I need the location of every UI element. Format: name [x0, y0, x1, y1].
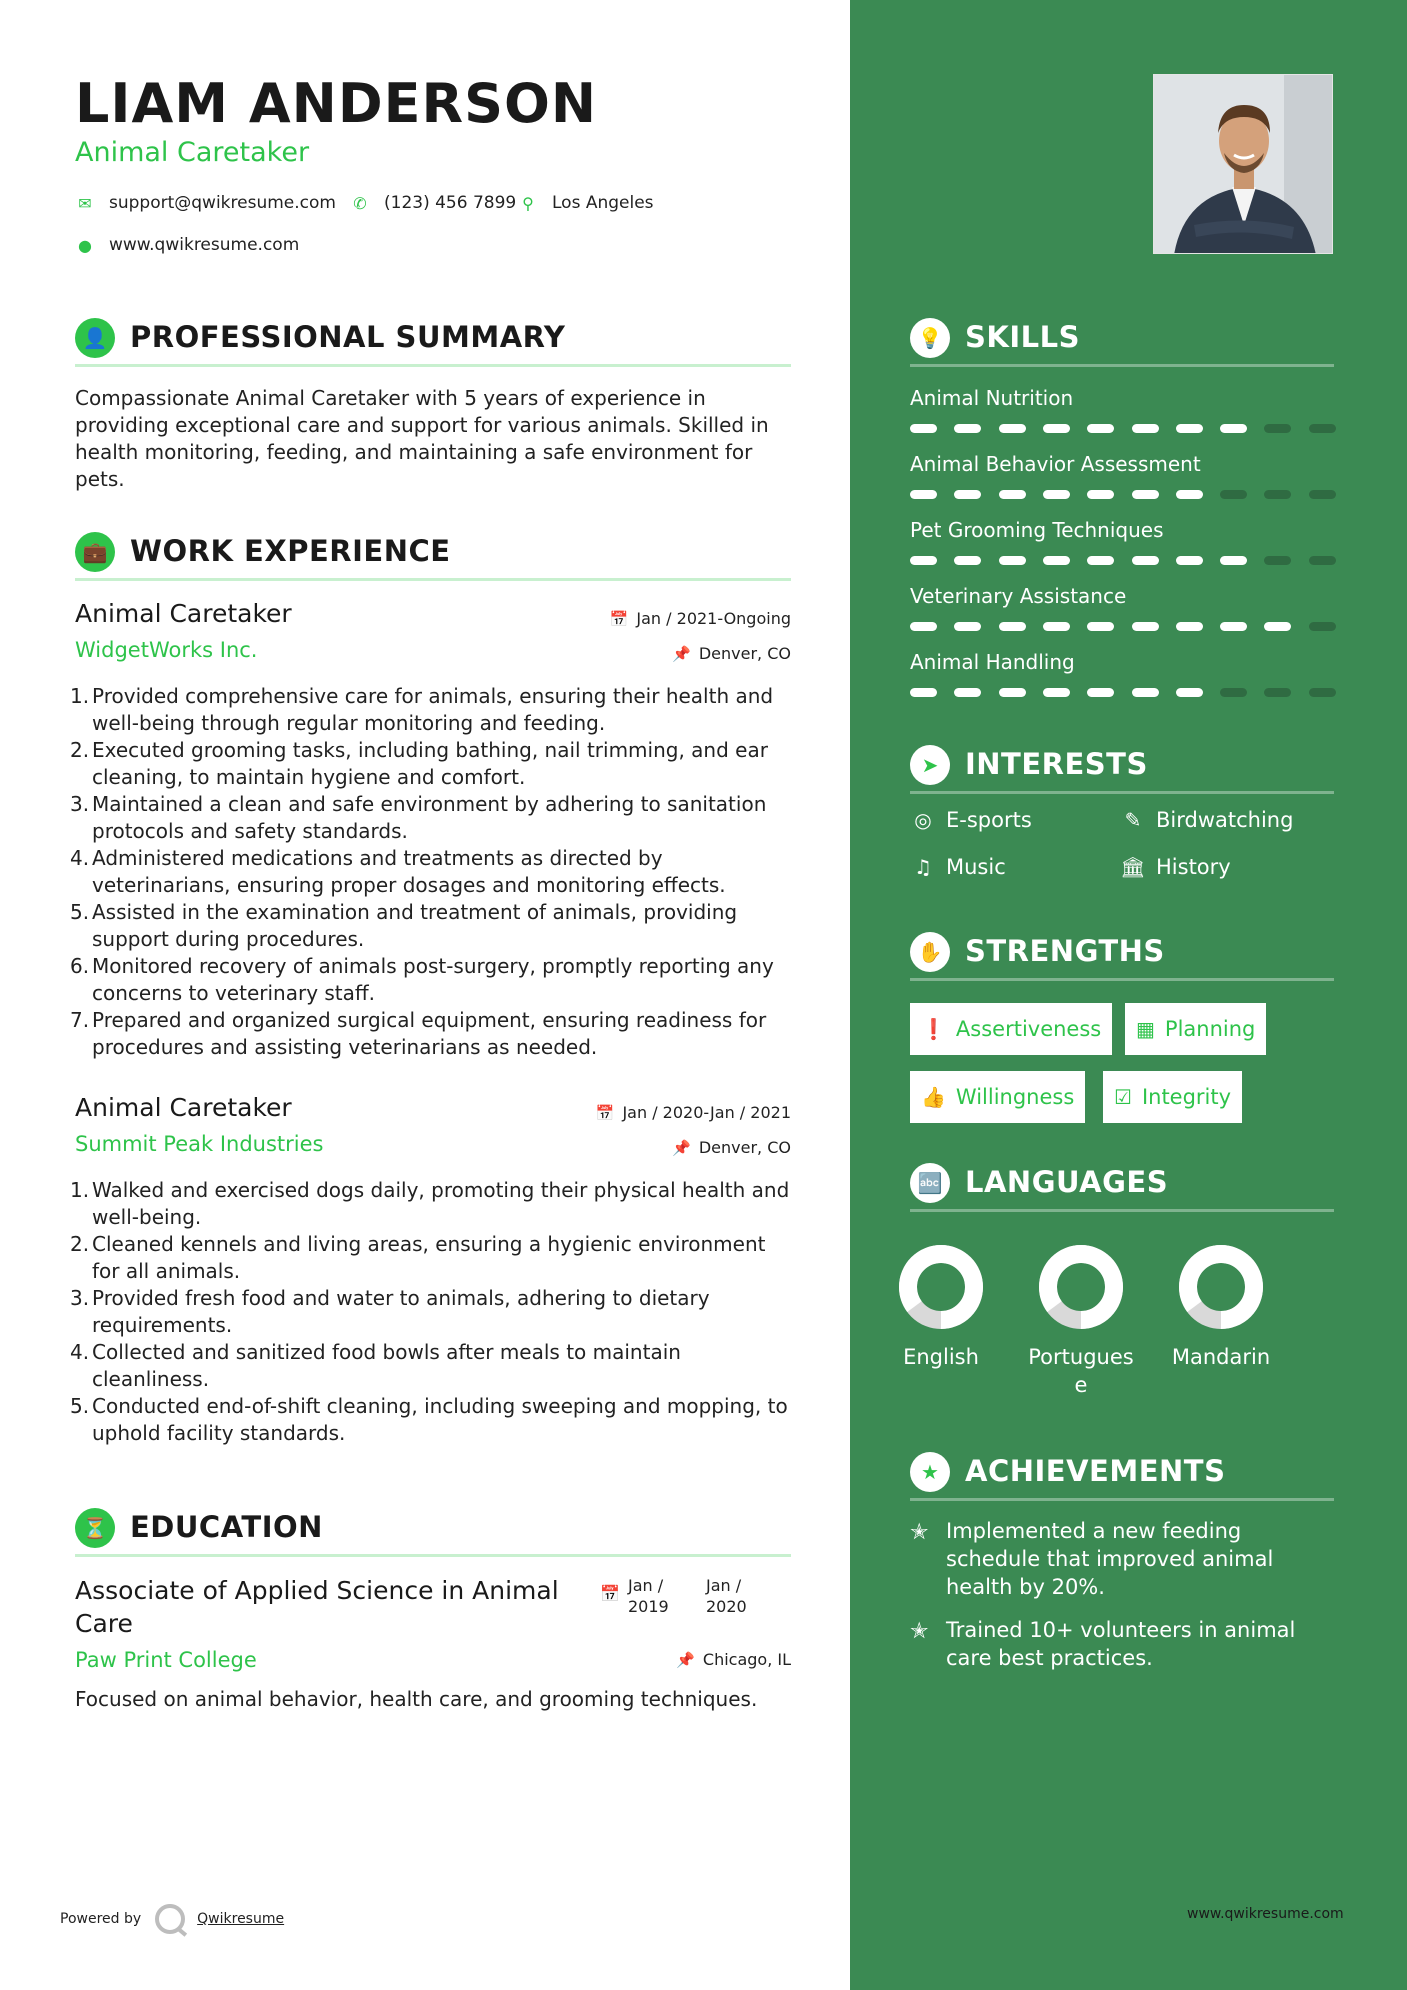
interest-label: Birdwatching — [1156, 808, 1294, 832]
location-text: Los Angeles — [552, 193, 654, 213]
skill-level-segment — [1176, 490, 1203, 499]
skill-level-segment — [1132, 490, 1159, 499]
calendar-icon: 📅 — [609, 609, 629, 628]
graduation-icon: ⏳ — [75, 1508, 115, 1548]
skill-level-segment — [1220, 622, 1247, 631]
pin-icon: 📌 — [672, 644, 691, 663]
education-start-date — [628, 1575, 669, 1617]
achievement-item — [910, 1517, 1310, 1601]
sidebar — [850, 0, 1407, 1990]
skill-level-bar — [910, 490, 1334, 500]
skill-level-bar — [910, 424, 1334, 434]
strength-badge — [910, 1003, 1112, 1055]
languages-section-header — [910, 1158, 1334, 1212]
skill-level-segment — [954, 622, 981, 631]
job-title: Animal Caretaker — [75, 599, 292, 628]
skill-level-bar — [910, 556, 1334, 566]
skill-level-segment — [999, 490, 1026, 499]
skill-level-segment — [1264, 622, 1291, 631]
hand-icon: ✋ — [910, 932, 950, 972]
paper-plane-icon: ➤ — [910, 745, 950, 785]
job-responsibilities — [70, 1177, 796, 1447]
list-item: 1. Walked and exercised dogs daily, promoting their physical health and well-being. — [70, 1178, 790, 1229]
strength-badge — [910, 1071, 1085, 1123]
degree-title: Associate of Applied Science in Animal Care — [75, 1576, 559, 1638]
skill-level-segment — [999, 688, 1026, 697]
skill-level-segment — [910, 490, 937, 499]
achievement-item — [910, 1616, 1310, 1672]
job-company: WidgetWorks Inc. — [75, 638, 258, 662]
strengths-title: STRENGTHS — [965, 934, 1165, 968]
skill-level-segment — [910, 424, 937, 433]
skill-level-segment — [1043, 490, 1070, 499]
education-end-date — [706, 1575, 747, 1617]
skill-level-segment — [1043, 688, 1070, 697]
job-location — [672, 644, 791, 663]
list-item: 4. Administered medications and treatments as directed by veterinarians, ensuring proper dosages and monitoring effects. — [70, 846, 726, 897]
skill-level-segment — [1264, 556, 1291, 565]
skill-level-segment — [1309, 424, 1336, 433]
interest-item — [910, 808, 1032, 832]
skill-level-segment — [1043, 556, 1070, 565]
skill-level-segment — [1264, 490, 1291, 499]
interest-item — [1120, 855, 1231, 879]
strength-badge — [1125, 1003, 1266, 1055]
skill-level-segment — [999, 622, 1026, 631]
language-label: English — [903, 1345, 979, 1369]
education-location — [676, 1650, 791, 1669]
skill-level-segment — [1220, 424, 1247, 433]
education-title: EDUCATION — [130, 1510, 323, 1544]
list-item: 3. Provided fresh food and water to animals, adhering to dietary requirements. — [70, 1286, 710, 1337]
list-item: 1. Provided comprehensive care for animals, ensuring their health and well-being through regular monitoring and feeding. — [70, 684, 774, 735]
strengths-section-header — [910, 927, 1334, 981]
language-item — [1026, 1243, 1136, 1399]
education-section-header — [75, 1503, 791, 1557]
skill-level-segment — [1176, 622, 1203, 631]
skill-level-segment — [1309, 490, 1336, 499]
skill-level-segment — [1132, 556, 1159, 565]
skill-level-segment — [1087, 490, 1114, 499]
skill-level-segment — [1132, 424, 1159, 433]
achievements-section-header — [910, 1447, 1334, 1501]
achievement-text: Trained 10+ volunteers in animal care best practices. — [946, 1618, 1296, 1670]
skill-level-segment — [1132, 688, 1159, 697]
powered-by-text: Powered by — [60, 1911, 142, 1927]
date-line: 2019 — [628, 1597, 669, 1616]
interest-label: History — [1156, 855, 1231, 879]
powered-by — [60, 1904, 284, 1934]
job-date-text: Jan / 2021-Ongoing — [636, 609, 791, 628]
skill-level-segment — [1176, 688, 1203, 697]
school-name: Paw Print College — [75, 1648, 257, 1672]
skill-level-segment — [1132, 622, 1159, 631]
skill-level-segment — [1264, 424, 1291, 433]
strength-label: Integrity — [1141, 1085, 1232, 1109]
skill-name: Animal Nutrition — [910, 386, 1074, 410]
skill-level-segment — [1176, 556, 1203, 565]
list-item: 2. Executed grooming tasks, including bathing, nail trimming, and ear cleaning, to maintain hygiene and comfort. — [70, 738, 768, 789]
job-date-text: Jan / 2020-Jan / 2021 — [622, 1103, 791, 1122]
experience-title: WORK EXPERIENCE — [130, 534, 451, 568]
skill-level-segment — [1087, 424, 1114, 433]
profile-photo — [1153, 74, 1333, 254]
contact-location — [518, 193, 654, 213]
skill-level-segment — [1087, 556, 1114, 565]
bank-icon: 🏛 — [1120, 855, 1146, 879]
strength-label: Assertiveness — [955, 1017, 1102, 1041]
skill-level-segment — [954, 490, 981, 499]
skill-level-segment — [1087, 688, 1114, 697]
edit-icon: ✎ — [1124, 808, 1142, 832]
pin-icon: 📌 — [676, 1650, 695, 1669]
skill-level-segment — [1264, 688, 1291, 697]
interest-item — [910, 855, 1006, 879]
language-item — [886, 1243, 996, 1371]
skill-level-segment — [954, 424, 981, 433]
education-location-text: Chicago, IL — [702, 1650, 791, 1669]
strength-label: Willingness — [955, 1085, 1075, 1109]
skill-level-segment — [910, 688, 937, 697]
achievements-title: ACHIEVEMENTS — [965, 1454, 1226, 1488]
language-donut — [897, 1243, 985, 1331]
lightbulb-icon: 💡 — [910, 318, 950, 358]
skill-name: Animal Behavior Assessment — [910, 452, 1201, 476]
list-item: 5. Assisted in the examination and treatment of animals, providing support during procedures. — [70, 900, 738, 951]
skill-name: Animal Handling — [910, 650, 1075, 674]
skill-level-bar — [910, 622, 1334, 632]
skill-name: Pet Grooming Techniques — [910, 518, 1164, 542]
job-location — [672, 1138, 791, 1157]
language-label: Mandarin — [1171, 1345, 1271, 1369]
interests-title: INTERESTS — [965, 747, 1148, 781]
music-icon: ♫ — [914, 855, 932, 879]
calendar-icon: 📅 — [595, 1103, 615, 1122]
job-title: Animal Caretaker — [75, 1093, 292, 1122]
interest-label: E-sports — [946, 808, 1032, 832]
job-date — [596, 1103, 791, 1122]
skill-level-segment — [1309, 688, 1336, 697]
list-item: 7. Prepared and organized surgical equipment, ensuring readiness for procedures and assisting veterinarians as needed. — [70, 1008, 767, 1059]
thumbs-up-icon: 👍 — [921, 1085, 946, 1109]
language-item — [1166, 1243, 1276, 1371]
phone-text: (123) 456 7899 — [384, 193, 517, 213]
list-item: 5. Conducted end-of-shift cleaning, including sweeping and mopping, to uphold facility standards. — [70, 1394, 788, 1445]
qwikresume-logo-icon — [155, 1904, 185, 1934]
job-company: Summit Peak Industries — [75, 1132, 324, 1156]
contact-email[interactable] — [75, 193, 336, 213]
list-item: 4. Collected and sanitized food bowls after meals to maintain cleanliness. — [70, 1340, 681, 1391]
globe-icon: ● — [78, 235, 92, 255]
map-marker-icon: ⚲ — [522, 193, 534, 213]
education-description: Focused on animal behavior, health care, and grooming techniques. — [75, 1687, 758, 1711]
skill-name: Veterinary Assistance — [910, 584, 1127, 608]
skill-level-segment — [910, 556, 937, 565]
briefcase-icon: 💼 — [75, 532, 115, 572]
skill-level-segment — [910, 622, 937, 631]
contact-phone[interactable] — [350, 193, 516, 213]
skills-title: SKILLS — [965, 320, 1080, 354]
strength-badge — [1103, 1071, 1242, 1123]
job-location-text: Denver, CO — [698, 1138, 791, 1157]
skill-level-segment — [999, 556, 1026, 565]
skill-level-segment — [1087, 622, 1114, 631]
list-item: 6. Monitored recovery of animals post-surgery, promptly reporting any concerns to veterinary staff. — [70, 954, 774, 1005]
skills-section-header — [910, 313, 1334, 367]
languages-title: LANGUAGES — [965, 1165, 1169, 1199]
shooting-star-icon: ✭ — [910, 1520, 929, 1545]
skill-level-segment — [1309, 622, 1336, 631]
email-text: support@qwikresume.com — [109, 193, 336, 213]
job-date — [610, 609, 791, 628]
candidate-role: Animal Caretaker — [75, 137, 310, 168]
skill-level-segment — [1220, 688, 1247, 697]
skill-level-segment — [1220, 556, 1247, 565]
interests-section-header — [910, 740, 1334, 794]
calendar-icon: 📅 — [600, 1584, 620, 1603]
star-badge-icon: ★ — [910, 1452, 950, 1492]
contact-website[interactable] — [75, 235, 299, 255]
skill-level-segment — [999, 424, 1026, 433]
date-line: Jan / — [628, 1576, 664, 1595]
skill-level-bar — [910, 688, 1334, 698]
phone-icon: ✆ — [353, 193, 367, 213]
skill-level-segment — [1220, 490, 1247, 499]
language-donut — [1177, 1243, 1265, 1331]
skill-level-segment — [1043, 424, 1070, 433]
summary-section-header — [75, 313, 791, 367]
language-donut — [1037, 1243, 1125, 1331]
life-ring-icon: ◎ — [914, 808, 932, 832]
qwikresume-link[interactable]: Qwikresume — [197, 1911, 285, 1927]
skill-level-segment — [954, 688, 981, 697]
date-line: Jan / — [706, 1576, 742, 1595]
date-line: 2020 — [706, 1597, 747, 1616]
footer-website-link[interactable]: www.qwikresume.com — [1187, 1906, 1344, 1922]
strength-label: Planning — [1164, 1017, 1256, 1041]
website-text: www.qwikresume.com — [109, 235, 300, 255]
exclamation-icon: ❗ — [921, 1017, 946, 1041]
experience-section-header — [75, 527, 791, 581]
job-responsibilities — [70, 683, 796, 1061]
language-icon: 🔤 — [910, 1163, 950, 1203]
candidate-name: LIAM ANDERSON — [75, 72, 598, 135]
list-item: 2. Cleaned kennels and living areas, ensuring a hygienic environment for all animals. — [70, 1232, 766, 1283]
envelope-icon: ✉ — [78, 193, 92, 213]
profile-photo-illustration — [1154, 75, 1333, 254]
interest-item — [1120, 808, 1293, 832]
skill-level-segment — [954, 556, 981, 565]
list-item: 3. Maintained a clean and safe environment by adhering to sanitation protocols and safety standards. — [70, 792, 767, 843]
language-label: Portugues e — [1028, 1345, 1134, 1397]
skill-level-segment — [1043, 622, 1070, 631]
achievement-text: Implemented a new feeding schedule that improved animal health by 20%. — [946, 1519, 1274, 1599]
skill-level-segment — [1309, 556, 1336, 565]
job-location-text: Denver, CO — [698, 644, 791, 663]
skill-level-segment — [1176, 424, 1203, 433]
pin-icon: 📌 — [672, 1138, 691, 1157]
shooting-star-icon: ✭ — [910, 1619, 929, 1644]
summary-title: PROFESSIONAL SUMMARY — [130, 320, 566, 354]
user-icon: 👤 — [75, 318, 115, 358]
summary-text: Compassionate Animal Caretaker with 5 years of experience in providing exceptional care and support for various animals. Skilled in health monitoring, feeding, and maintaining a safe environment for pets. — [75, 386, 769, 491]
check-square-icon: ☑ — [1114, 1085, 1132, 1109]
calendar-icon: ▦ — [1136, 1017, 1155, 1041]
interest-label: Music — [946, 855, 1006, 879]
